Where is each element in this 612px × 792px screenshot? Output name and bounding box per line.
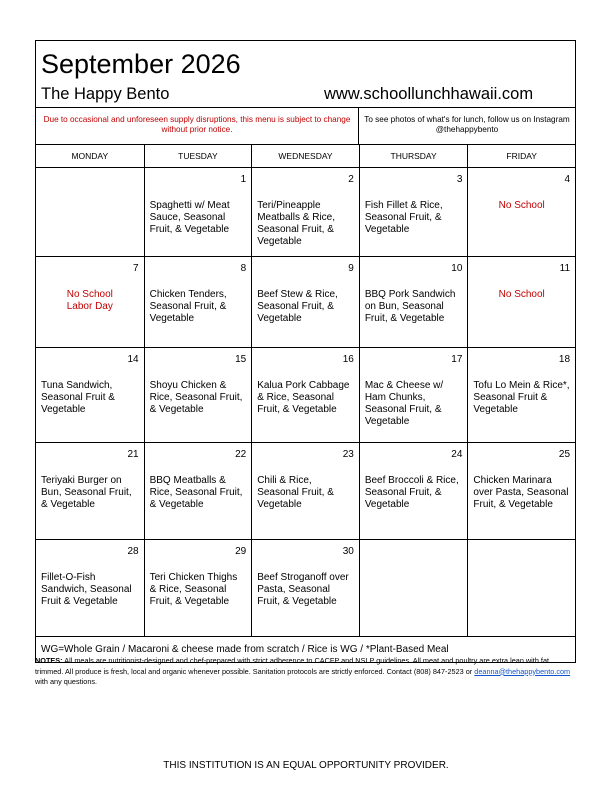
day-cell	[360, 168, 469, 256]
menu-item: Beef Stew & Rice, Seasonal Fruit, & Vegetable	[257, 289, 338, 324]
day-cell	[36, 168, 145, 256]
contact-email-link[interactable]: deanna@thehappybento.com	[474, 666, 571, 676]
day-number: 21	[127, 449, 139, 460]
notes-label: NOTES:	[35, 656, 63, 665]
calendar-week	[36, 443, 575, 540]
menu-item: Tuna Sandwich, Seasonal Fruit & Vegetable	[41, 380, 115, 415]
notes-text: All meals are nutritionist-designed and chef-prepared with strict adherence to CACFP and NSLP guidelines. All meat and poultry are extra lean with fat trimmed. All produce is fresh, local and organic whenever possible. Sanitation protocols are strictly enforced. Contact (808) 847-2523 or	[35, 656, 550, 676]
day-cell	[36, 540, 145, 636]
day-cell	[360, 540, 469, 636]
day-number: 25	[558, 449, 571, 460]
menu-item: Mac & Cheese w/ Ham Chunks, Seasonal Fruit, & Vegetable	[364, 380, 444, 427]
notice-row	[36, 108, 575, 145]
day-number: 17	[451, 354, 463, 365]
day-number: 2	[348, 174, 354, 185]
calendar-week	[36, 540, 575, 637]
day-number: 28	[127, 546, 139, 557]
weekday-thursday: THURSDAY	[360, 145, 469, 167]
weekday-tuesday: TUESDAY	[145, 145, 253, 167]
calendar-header	[36, 41, 575, 108]
day-number	[41, 174, 139, 186]
menu-item: Beef Stroganoff over Pasta, Seasonal Fruit, & Vegetable	[257, 572, 349, 607]
menu-calendar	[35, 40, 576, 663]
menu-item: Chili & Rice, Seasonal Fruit, & Vegetable	[257, 475, 334, 510]
day-cell	[36, 348, 145, 442]
day-number: 22	[235, 449, 247, 460]
weekday-monday: MONDAY	[36, 145, 145, 167]
day-cell	[145, 168, 253, 256]
day-cell	[145, 257, 253, 347]
day-cell	[145, 348, 253, 442]
menu-item: Kalua Pork Cabbage & Rice, Seasonal Fruit, & Vegetable	[257, 380, 350, 415]
instagram-notice: To see photos of what's for lunch, follow us on Instagram @thehappybento	[364, 115, 570, 134]
day-cell	[145, 540, 253, 636]
menu-item: Tofu Lo Mein & Rice*, Seasonal Fruit & Vegetable	[473, 380, 570, 415]
calendar-week	[36, 257, 575, 348]
menu-item: Teri/Pineapple Meatballs & Rice, Seasonal Fruit, & Vegetable	[257, 200, 336, 247]
weekday-friday: FRIDAY	[506, 151, 537, 161]
menu-item: Fillet-O-Fish Sandwich, Seasonal Fruit & Vegetable	[41, 572, 132, 607]
day-number: 10	[451, 263, 463, 274]
menu-item: Beef Broccoli & Rice, Seasonal Fruit, & Vegetable	[364, 475, 459, 510]
day-cell	[468, 168, 575, 256]
company-name: The Happy Bento	[41, 85, 170, 103]
day-cell	[468, 348, 575, 442]
menu-item: BBQ Meatballs & Rice, Seasonal Fruit, & Vegetable	[149, 475, 243, 510]
page-title: September 2026	[41, 49, 241, 79]
calendar-week	[36, 348, 575, 443]
day-cell	[360, 348, 469, 442]
day-cell	[252, 443, 360, 539]
menu-item: Chicken Marinara over Pasta, Seasonal Fruit, & Vegetable	[473, 475, 569, 510]
day-number: 3	[456, 174, 463, 185]
weekday-wednesday: WEDNESDAY	[252, 145, 360, 167]
day-number: 14	[127, 354, 139, 365]
day-number: 9	[348, 263, 354, 274]
day-cell	[36, 443, 145, 539]
notes-tail: with any questions.	[35, 677, 98, 686]
day-number: 16	[342, 354, 354, 365]
day-cell	[468, 257, 575, 347]
website-url: www.schoollunchhawaii.com	[324, 85, 534, 103]
day-number: 23	[342, 449, 354, 460]
menu-item: Fish Fillet & Rice, Seasonal Fruit, & Vegetable	[364, 200, 443, 235]
day-cell	[252, 257, 360, 347]
menu-item: BBQ Pork Sandwich on Bun, Seasonal Fruit, & Vegetable	[364, 289, 456, 324]
day-number: 15	[235, 354, 247, 365]
equal-opportunity-statement: THIS INSTITUTION IS AN EQUAL OPPORTUNITY PROVIDER.	[163, 760, 449, 771]
day-cell	[36, 257, 145, 347]
day-cell	[468, 540, 575, 636]
menu-legend: WG=Whole Grain / Macaroni & cheese made from scratch / Rice is WG / *Plant-Based Meal	[41, 644, 449, 655]
no-school-note: No School Labor Day	[66, 289, 113, 312]
day-cell	[252, 348, 360, 442]
weekday-header-row	[36, 145, 575, 168]
menu-item: Shoyu Chicken & Rice, Seasonal Fruit, & Vegetable	[149, 380, 243, 415]
calendar-weeks	[36, 168, 575, 637]
menu-item: Teri Chicken Thighs & Rice, Seasonal Fruit, & Vegetable	[149, 572, 238, 607]
day-number	[365, 546, 463, 558]
day-cell	[360, 257, 469, 347]
no-school-note: No School	[498, 200, 545, 211]
notes-section	[35, 656, 576, 688]
day-number: 11	[559, 263, 571, 274]
day-number: 30	[342, 546, 354, 557]
day-number: 8	[240, 263, 247, 274]
day-cell	[252, 168, 360, 256]
day-number: 24	[451, 449, 463, 460]
day-cell	[468, 443, 575, 539]
day-cell	[252, 540, 360, 636]
no-school-note: No School	[498, 289, 545, 300]
day-cell	[145, 443, 253, 539]
day-number: 1	[240, 174, 247, 185]
menu-item: Chicken Tenders, Seasonal Fruit, & Vegetable	[149, 289, 227, 324]
day-number: 4	[564, 174, 571, 185]
day-number: 18	[558, 354, 571, 365]
day-number: 7	[133, 263, 139, 274]
menu-item: Spaghetti w/ Meat Sauce, Seasonal Fruit, & Vegetable	[149, 200, 230, 235]
day-cell	[360, 443, 469, 539]
menu-item: Teriyaki Burger on Bun, Seasonal Fruit, & Vegetable	[41, 475, 132, 510]
day-number: 29	[235, 546, 247, 557]
supply-disruption-notice: Due to occasional and unforeseen supply disruptions, this menu is subject to change without prior notice.	[36, 108, 359, 144]
calendar-week	[36, 168, 575, 257]
day-number	[473, 546, 570, 558]
